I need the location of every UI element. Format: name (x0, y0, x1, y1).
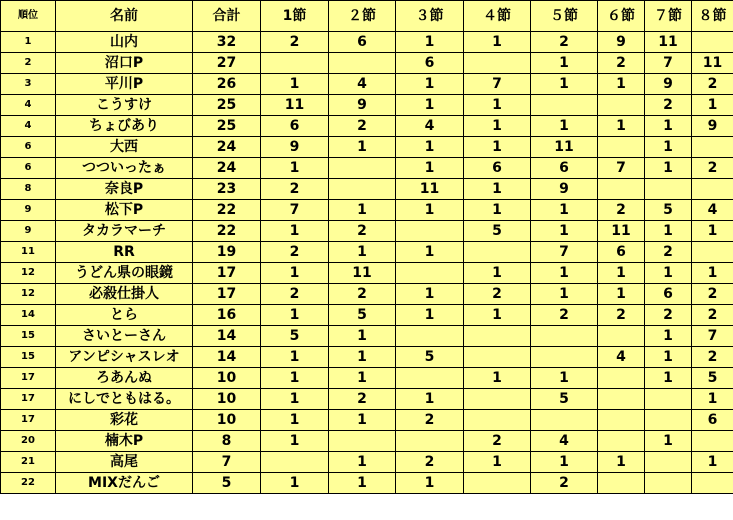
rank-cell: 2 (1, 53, 56, 74)
round-4-cell: 1 (464, 263, 531, 284)
name-cell: 沼口P (56, 53, 193, 74)
round-7-cell: 1 (645, 221, 692, 242)
round-4-cell: 1 (464, 179, 531, 200)
name-cell: 奈良P (56, 179, 193, 200)
round-3-cell: 11 (396, 179, 464, 200)
round-8-cell: 1 (692, 263, 733, 284)
total-cell: 17 (193, 284, 261, 305)
round-3-cell: 1 (396, 74, 464, 95)
table-body (1, 32, 733, 494)
round-5-cell: 1 (531, 368, 598, 389)
round-7-cell (645, 179, 692, 200)
header-round-5: ５節 (531, 1, 598, 32)
rank-cell: 21 (1, 452, 56, 473)
header-round-2: ２節 (329, 1, 396, 32)
round-8-cell: 11 (692, 53, 733, 74)
round-8-cell: 4 (692, 200, 733, 221)
round-8-cell (692, 431, 733, 452)
table-row (1, 347, 733, 368)
round-6-cell: 1 (598, 263, 645, 284)
round-3-cell: 1 (396, 32, 464, 53)
round-3-cell (396, 431, 464, 452)
name-cell: つついったぁ (56, 158, 193, 179)
table-row (1, 221, 733, 242)
round-2-cell (329, 179, 396, 200)
round-3-cell: 5 (396, 347, 464, 368)
round-3-cell: 1 (396, 200, 464, 221)
header-rank: 順位 (1, 1, 56, 32)
round-6-cell: 1 (598, 74, 645, 95)
round-7-cell: 2 (645, 242, 692, 263)
round-7-cell: 6 (645, 284, 692, 305)
table-row (1, 116, 733, 137)
round-1-cell: 2 (261, 242, 329, 263)
header-round-4: ４節 (464, 1, 531, 32)
round-3-cell: 2 (396, 452, 464, 473)
round-3-cell: 1 (396, 389, 464, 410)
round-6-cell (598, 95, 645, 116)
name-cell: 必殺仕掛人 (56, 284, 193, 305)
round-5-cell (531, 95, 598, 116)
round-1-cell: 1 (261, 158, 329, 179)
name-cell: うどん県の眼鏡 (56, 263, 193, 284)
round-1-cell: 1 (261, 431, 329, 452)
round-2-cell: 1 (329, 242, 396, 263)
rank-cell: 3 (1, 74, 56, 95)
table-row (1, 431, 733, 452)
name-cell: RR (56, 242, 193, 263)
round-4-cell (464, 242, 531, 263)
round-1-cell: 7 (261, 200, 329, 221)
round-5-cell: 5 (531, 389, 598, 410)
total-cell: 24 (193, 158, 261, 179)
round-8-cell: 7 (692, 326, 733, 347)
name-cell: こうすけ (56, 95, 193, 116)
round-7-cell: 1 (645, 326, 692, 347)
round-3-cell: 6 (396, 53, 464, 74)
round-1-cell: 1 (261, 221, 329, 242)
name-cell: タカラマーチ (56, 221, 193, 242)
round-2-cell: 2 (329, 389, 396, 410)
round-3-cell: 1 (396, 473, 464, 494)
round-5-cell: 2 (531, 305, 598, 326)
rank-cell: 11 (1, 242, 56, 263)
round-5-cell: 6 (531, 158, 598, 179)
round-1-cell: 9 (261, 137, 329, 158)
round-4-cell (464, 410, 531, 431)
round-8-cell: 2 (692, 347, 733, 368)
header-round-7: ７節 (645, 1, 692, 32)
round-3-cell: 2 (396, 410, 464, 431)
name-cell: とら (56, 305, 193, 326)
header-name: 名前 (56, 1, 193, 32)
round-6-cell (598, 410, 645, 431)
round-4-cell (464, 53, 531, 74)
round-2-cell (329, 158, 396, 179)
rank-cell: 9 (1, 221, 56, 242)
total-cell: 10 (193, 410, 261, 431)
round-5-cell: 1 (531, 284, 598, 305)
round-7-cell: 1 (645, 347, 692, 368)
round-6-cell: 6 (598, 242, 645, 263)
round-6-cell (598, 368, 645, 389)
table-row (1, 368, 733, 389)
total-cell: 10 (193, 368, 261, 389)
round-7-cell: 11 (645, 32, 692, 53)
round-8-cell: 2 (692, 74, 733, 95)
round-4-cell: 1 (464, 116, 531, 137)
round-1-cell: 1 (261, 263, 329, 284)
name-cell: さいとーさん (56, 326, 193, 347)
round-5-cell: 7 (531, 242, 598, 263)
total-cell: 24 (193, 137, 261, 158)
rank-cell: 4 (1, 95, 56, 116)
round-1-cell: 1 (261, 347, 329, 368)
round-1-cell: 2 (261, 32, 329, 53)
round-8-cell: 1 (692, 221, 733, 242)
round-7-cell: 1 (645, 431, 692, 452)
rank-cell: 8 (1, 179, 56, 200)
round-3-cell (396, 263, 464, 284)
rank-cell: 4 (1, 116, 56, 137)
table-row (1, 389, 733, 410)
round-5-cell: 9 (531, 179, 598, 200)
round-1-cell: 1 (261, 74, 329, 95)
table-row (1, 200, 733, 221)
round-6-cell: 7 (598, 158, 645, 179)
round-4-cell: 6 (464, 158, 531, 179)
table-row (1, 53, 733, 74)
round-7-cell: 9 (645, 74, 692, 95)
round-2-cell: 1 (329, 137, 396, 158)
round-4-cell: 1 (464, 368, 531, 389)
round-8-cell: 9 (692, 116, 733, 137)
round-3-cell (396, 326, 464, 347)
total-cell: 10 (193, 389, 261, 410)
header-row (1, 1, 733, 32)
round-2-cell: 1 (329, 410, 396, 431)
total-cell: 22 (193, 200, 261, 221)
round-3-cell: 1 (396, 284, 464, 305)
name-cell: 平川P (56, 74, 193, 95)
round-5-cell: 2 (531, 32, 598, 53)
round-4-cell: 1 (464, 95, 531, 116)
round-7-cell (645, 410, 692, 431)
round-8-cell (692, 473, 733, 494)
table-row (1, 410, 733, 431)
rank-cell: 9 (1, 200, 56, 221)
round-2-cell (329, 53, 396, 74)
round-7-cell: 5 (645, 200, 692, 221)
table-row (1, 305, 733, 326)
round-2-cell: 1 (329, 452, 396, 473)
table-row (1, 32, 733, 53)
round-7-cell: 2 (645, 95, 692, 116)
rank-cell: 17 (1, 368, 56, 389)
table-row (1, 74, 733, 95)
header-total: 合計 (193, 1, 261, 32)
total-cell: 8 (193, 431, 261, 452)
round-5-cell: 1 (531, 74, 598, 95)
table-row (1, 137, 733, 158)
round-5-cell: 11 (531, 137, 598, 158)
round-6-cell (598, 389, 645, 410)
round-1-cell: 1 (261, 305, 329, 326)
round-1-cell: 2 (261, 179, 329, 200)
round-5-cell (531, 410, 598, 431)
table-row (1, 284, 733, 305)
round-1-cell: 1 (261, 473, 329, 494)
round-2-cell: 11 (329, 263, 396, 284)
round-8-cell: 6 (692, 410, 733, 431)
round-5-cell: 1 (531, 116, 598, 137)
round-5-cell (531, 347, 598, 368)
table-row (1, 452, 733, 473)
name-cell: MIXだんご (56, 473, 193, 494)
name-cell: 彩花 (56, 410, 193, 431)
round-1-cell (261, 53, 329, 74)
round-3-cell: 1 (396, 137, 464, 158)
table-row (1, 473, 733, 494)
round-2-cell: 1 (329, 200, 396, 221)
table-row (1, 158, 733, 179)
round-5-cell: 1 (531, 263, 598, 284)
round-2-cell: 5 (329, 305, 396, 326)
round-2-cell: 1 (329, 326, 396, 347)
round-6-cell: 2 (598, 305, 645, 326)
rank-cell: 17 (1, 410, 56, 431)
round-6-cell (598, 431, 645, 452)
name-cell: にしでともはる。 (56, 389, 193, 410)
round-8-cell: 1 (692, 452, 733, 473)
name-cell: ちょびあり (56, 116, 193, 137)
round-6-cell (598, 326, 645, 347)
round-5-cell: 1 (531, 452, 598, 473)
table-row (1, 263, 733, 284)
rank-cell: 14 (1, 305, 56, 326)
round-5-cell: 1 (531, 221, 598, 242)
round-4-cell (464, 347, 531, 368)
round-7-cell (645, 473, 692, 494)
rank-cell: 12 (1, 284, 56, 305)
header-round-3: ３節 (396, 1, 464, 32)
round-8-cell: 5 (692, 368, 733, 389)
table-row (1, 179, 733, 200)
name-cell: 楠木P (56, 431, 193, 452)
total-cell: 32 (193, 32, 261, 53)
round-2-cell: 1 (329, 368, 396, 389)
round-5-cell: 2 (531, 473, 598, 494)
round-4-cell: 1 (464, 305, 531, 326)
total-cell: 5 (193, 473, 261, 494)
rank-cell: 20 (1, 431, 56, 452)
round-4-cell: 5 (464, 221, 531, 242)
header-round-6: ６節 (598, 1, 645, 32)
round-7-cell: 2 (645, 305, 692, 326)
round-7-cell: 1 (645, 158, 692, 179)
round-2-cell: 6 (329, 32, 396, 53)
total-cell: 25 (193, 95, 261, 116)
round-1-cell (261, 452, 329, 473)
rank-cell: 6 (1, 158, 56, 179)
round-2-cell: 1 (329, 347, 396, 368)
round-8-cell: 1 (692, 95, 733, 116)
rank-cell: 17 (1, 389, 56, 410)
round-6-cell: 11 (598, 221, 645, 242)
round-6-cell: 4 (598, 347, 645, 368)
total-cell: 19 (193, 242, 261, 263)
round-1-cell: 5 (261, 326, 329, 347)
round-4-cell (464, 473, 531, 494)
round-8-cell (692, 242, 733, 263)
round-7-cell (645, 389, 692, 410)
round-4-cell: 1 (464, 200, 531, 221)
round-2-cell (329, 431, 396, 452)
round-2-cell: 9 (329, 95, 396, 116)
round-6-cell (598, 137, 645, 158)
rank-cell: 22 (1, 473, 56, 494)
table-row (1, 326, 733, 347)
round-4-cell: 1 (464, 137, 531, 158)
rank-cell: 12 (1, 263, 56, 284)
round-1-cell: 1 (261, 410, 329, 431)
round-4-cell: 2 (464, 284, 531, 305)
round-1-cell: 11 (261, 95, 329, 116)
table-header (1, 1, 733, 32)
name-cell: ろあんぬ (56, 368, 193, 389)
rank-cell: 15 (1, 326, 56, 347)
round-3-cell: 1 (396, 242, 464, 263)
round-4-cell (464, 326, 531, 347)
round-2-cell: 2 (329, 284, 396, 305)
round-8-cell: 1 (692, 389, 733, 410)
name-cell: 高尾 (56, 452, 193, 473)
total-cell: 7 (193, 452, 261, 473)
round-5-cell (531, 326, 598, 347)
rank-cell: 15 (1, 347, 56, 368)
round-2-cell: 2 (329, 116, 396, 137)
header-round-1: 1節 (261, 1, 329, 32)
round-2-cell: 1 (329, 473, 396, 494)
total-cell: 14 (193, 347, 261, 368)
round-8-cell: 2 (692, 284, 733, 305)
total-cell: 27 (193, 53, 261, 74)
total-cell: 17 (193, 263, 261, 284)
round-6-cell: 1 (598, 284, 645, 305)
round-6-cell: 1 (598, 452, 645, 473)
name-cell: アンピシャスレオ (56, 347, 193, 368)
total-cell: 23 (193, 179, 261, 200)
round-5-cell: 1 (531, 200, 598, 221)
round-3-cell: 1 (396, 158, 464, 179)
round-6-cell (598, 473, 645, 494)
name-cell: 松下P (56, 200, 193, 221)
round-7-cell: 1 (645, 368, 692, 389)
total-cell: 22 (193, 221, 261, 242)
round-4-cell: 2 (464, 431, 531, 452)
name-cell: 大西 (56, 137, 193, 158)
round-8-cell (692, 137, 733, 158)
total-cell: 26 (193, 74, 261, 95)
round-2-cell: 4 (329, 74, 396, 95)
round-8-cell (692, 179, 733, 200)
round-8-cell (692, 32, 733, 53)
round-4-cell: 1 (464, 452, 531, 473)
round-1-cell: 6 (261, 116, 329, 137)
round-8-cell: 2 (692, 158, 733, 179)
round-6-cell: 1 (598, 116, 645, 137)
round-4-cell (464, 389, 531, 410)
round-6-cell: 2 (598, 200, 645, 221)
total-cell: 25 (193, 116, 261, 137)
round-7-cell (645, 452, 692, 473)
name-cell: 山内 (56, 32, 193, 53)
round-3-cell (396, 221, 464, 242)
round-3-cell: 1 (396, 305, 464, 326)
round-4-cell: 7 (464, 74, 531, 95)
round-8-cell: 2 (692, 305, 733, 326)
round-1-cell: 2 (261, 284, 329, 305)
round-2-cell: 2 (329, 221, 396, 242)
table-row (1, 242, 733, 263)
round-7-cell: 1 (645, 137, 692, 158)
round-7-cell: 1 (645, 116, 692, 137)
round-6-cell: 9 (598, 32, 645, 53)
total-cell: 16 (193, 305, 261, 326)
round-7-cell: 1 (645, 263, 692, 284)
round-3-cell: 4 (396, 116, 464, 137)
header-round-8: ８節 (692, 1, 733, 32)
round-6-cell: 2 (598, 53, 645, 74)
round-5-cell: 1 (531, 53, 598, 74)
round-4-cell: 1 (464, 32, 531, 53)
round-1-cell: 1 (261, 389, 329, 410)
round-3-cell (396, 368, 464, 389)
round-7-cell: 7 (645, 53, 692, 74)
round-3-cell: 1 (396, 95, 464, 116)
rank-cell: 1 (1, 32, 56, 53)
total-cell: 14 (193, 326, 261, 347)
round-5-cell: 4 (531, 431, 598, 452)
round-6-cell (598, 179, 645, 200)
rank-cell: 6 (1, 137, 56, 158)
table-row (1, 95, 733, 116)
round-1-cell: 1 (261, 368, 329, 389)
